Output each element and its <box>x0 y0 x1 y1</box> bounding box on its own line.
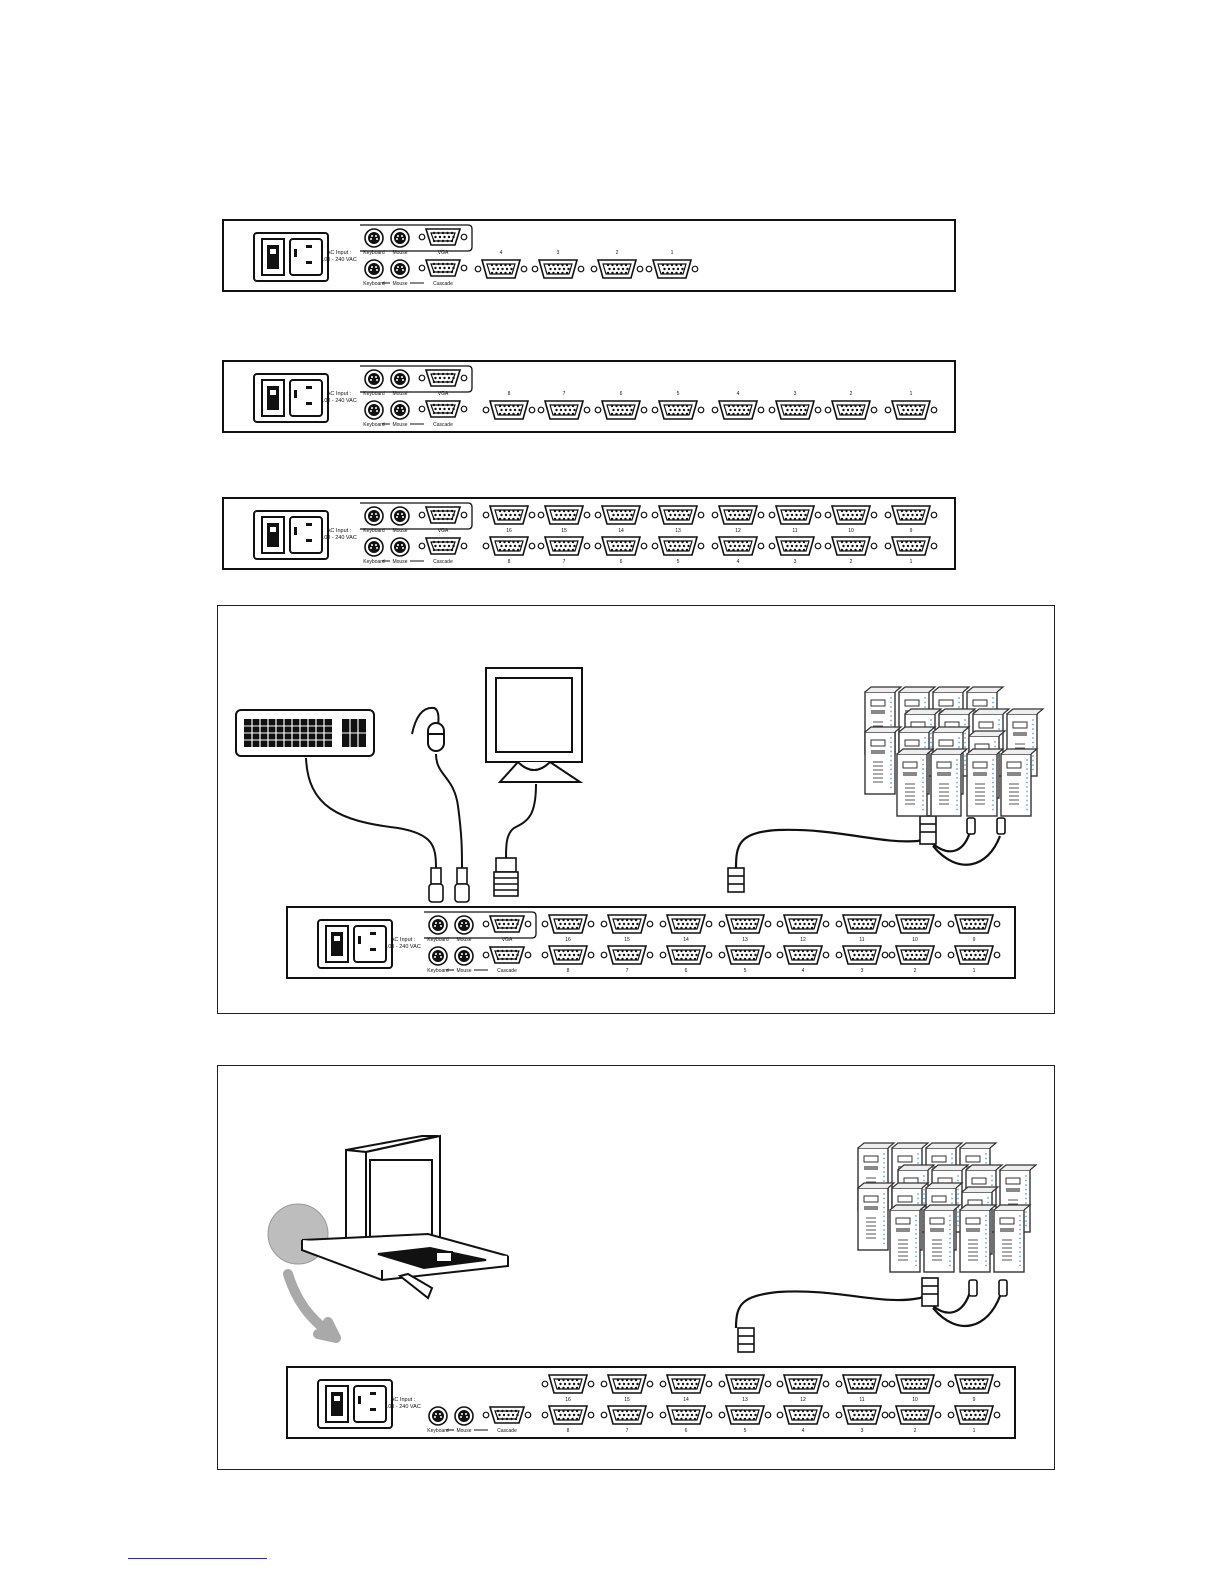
pc-port-label-8: 8 <box>507 559 511 565</box>
pc-port-label-3: 3 <box>860 1428 864 1434</box>
pc-port-label-10: 10 <box>912 937 918 943</box>
pc-port-6 <box>660 1406 712 1424</box>
cascade-keyboard-port <box>429 947 447 965</box>
console-mouse-label: Mouse <box>392 528 408 534</box>
pc-port-13 <box>652 506 704 524</box>
lcd-console-icon <box>302 1136 508 1298</box>
pc-port-label-7: 7 <box>562 559 566 565</box>
pc-port-9 <box>948 1375 1000 1393</box>
pc-port-4 <box>777 946 829 964</box>
pc-port-3 <box>532 260 584 278</box>
pc-port-3 <box>836 946 888 964</box>
ac-input-label: AC Input : <box>390 1397 416 1403</box>
cascade-keyboard-port <box>365 401 383 419</box>
pc-port-8 <box>483 401 535 419</box>
cascade-mouse-port <box>455 947 473 965</box>
console-keyboard-port <box>365 370 383 388</box>
cascade-mouse-port <box>391 260 409 278</box>
cascade-vga-port <box>419 260 467 276</box>
pc-port-label-2: 2 <box>849 391 853 397</box>
console-vga-port <box>419 229 467 245</box>
cascade-keyboard-label: Keyboard <box>363 422 385 428</box>
pc-port-label-3: 3 <box>556 250 560 256</box>
ac-input-label: AC Input : <box>326 391 352 397</box>
console-vga-label: VGA <box>501 937 513 943</box>
pc-port-2 <box>825 537 877 555</box>
pc-port-label-4: 4 <box>801 968 805 974</box>
pc-port-label-15: 15 <box>624 1397 630 1403</box>
pc-port-label-6: 6 <box>619 559 623 565</box>
rear-panel-4-port-drawing <box>224 221 954 290</box>
console-keyboard-port <box>365 507 383 525</box>
pc-port-label-5: 5 <box>743 968 747 974</box>
installation-diagram-console <box>217 605 1055 1014</box>
rear-panel-16-port <box>222 497 956 570</box>
pc-port-label-4: 4 <box>736 559 740 565</box>
pc-port-label-9: 9 <box>909 528 913 534</box>
ac-input-label: AC Input : <box>326 528 352 534</box>
pc-port-11 <box>836 1375 888 1393</box>
pc-port-1 <box>885 537 937 555</box>
servers-icon <box>858 1143 1036 1272</box>
console-vga-port <box>419 507 467 523</box>
footer-rule <box>128 1558 267 1559</box>
power-socket-icon <box>254 374 328 422</box>
pc-port-label-7: 7 <box>625 1428 629 1434</box>
pc-port-16 <box>542 915 594 933</box>
pc-port-label-8: 8 <box>566 1428 570 1434</box>
pc-port-15 <box>601 1375 653 1393</box>
installation-diagram-lcd-console <box>217 1065 1055 1470</box>
cascade-mouse-port <box>391 401 409 419</box>
rear-panel-8-port <box>222 360 956 433</box>
rear-panel-4-port <box>222 219 956 292</box>
ac-input-voltage-label: 100 - 240 VAC <box>385 944 421 950</box>
console-vga-label: VGA <box>437 391 449 397</box>
pc-port-label-11: 11 <box>859 1397 865 1403</box>
pc-port-1 <box>948 1406 1000 1424</box>
pc-port-label-5: 5 <box>743 1428 747 1434</box>
pc-port-label-14: 14 <box>683 1397 689 1403</box>
pc-port-3 <box>769 401 821 419</box>
pc-port-7 <box>601 1406 653 1424</box>
pc-port-label-16: 16 <box>565 937 571 943</box>
pc-port-label-2: 2 <box>615 250 619 256</box>
pc-port-label-1: 1 <box>972 968 976 974</box>
cascade-label: Cascade <box>497 968 517 974</box>
pc-port-label-7: 7 <box>625 968 629 974</box>
cascade-keyboard-port <box>365 260 383 278</box>
pc-port-11 <box>769 506 821 524</box>
pc-port-9 <box>885 506 937 524</box>
pc-port-15 <box>601 915 653 933</box>
pc-port-label-13: 13 <box>742 937 748 943</box>
pc-port-label-12: 12 <box>800 1397 806 1403</box>
pc-port-label-13: 13 <box>675 528 681 534</box>
pc-port-7 <box>538 401 590 419</box>
cascade-mouse-label: Mouse <box>392 422 408 428</box>
pc-port-12 <box>777 915 829 933</box>
console-mouse-port <box>391 370 409 388</box>
cascade-keyboard-label: Keyboard <box>427 968 449 974</box>
rotate-arrow-icon <box>268 1204 336 1338</box>
pc-port-2 <box>889 946 941 964</box>
vga-plug-icon <box>494 858 518 896</box>
cascade-keyboard-label: Keyboard <box>363 559 385 565</box>
cascade-mouse-label: Mouse <box>456 1428 472 1434</box>
pc-port-4 <box>475 260 527 278</box>
pc-port-label-2: 2 <box>913 968 917 974</box>
console-mouse-port <box>391 229 409 247</box>
cascade-vga-port <box>483 1407 531 1423</box>
pc-port-6 <box>595 537 647 555</box>
power-socket-icon <box>318 1380 392 1428</box>
console-keyboard-port <box>429 916 447 934</box>
pc-port-4 <box>712 537 764 555</box>
pc-port-1 <box>885 401 937 419</box>
console-vga-port <box>483 916 531 932</box>
pc-port-12 <box>777 1375 829 1393</box>
pc-port-label-6: 6 <box>684 1428 688 1434</box>
pc-port-label-15: 15 <box>624 937 630 943</box>
ps2-plug-icon <box>429 868 469 902</box>
cascade-mouse-port <box>455 1407 473 1425</box>
monitor-icon <box>486 668 582 782</box>
pc-port-16 <box>483 506 535 524</box>
pc-port-label-6: 6 <box>684 968 688 974</box>
pc-port-14 <box>660 915 712 933</box>
console-keyboard-label: Keyboard <box>427 937 449 943</box>
cascade-mouse-label: Mouse <box>392 281 408 287</box>
pc-port-2 <box>591 260 643 278</box>
console-keyboard-label: Keyboard <box>363 391 385 397</box>
pc-port-label-7: 7 <box>562 391 566 397</box>
rear-panel-8-port-drawing <box>224 362 954 431</box>
pc-port-label-1: 1 <box>972 1428 976 1434</box>
cascade-label: Cascade <box>497 1428 517 1434</box>
pc-port-label-11: 11 <box>792 528 798 534</box>
pc-port-label-15: 15 <box>561 528 567 534</box>
pc-port-label-2: 2 <box>913 1428 917 1434</box>
console-mouse-label: Mouse <box>392 391 408 397</box>
pc-port-4 <box>712 401 764 419</box>
pc-port-label-14: 14 <box>683 937 689 943</box>
pc-port-label-5: 5 <box>676 391 680 397</box>
rear-panel-16-port-lcd-drawing <box>288 1368 1014 1437</box>
rear-panel-16-port-drawing <box>224 499 954 568</box>
power-socket-icon <box>254 511 328 559</box>
pc-port-11 <box>836 915 888 933</box>
cascade-keyboard-port <box>429 1407 447 1425</box>
console-vga-port <box>419 370 467 386</box>
ac-input-label: AC Input : <box>326 250 352 256</box>
pc-port-label-4: 4 <box>736 391 740 397</box>
pc-port-label-10: 10 <box>912 1397 918 1403</box>
mouse-icon <box>412 708 444 751</box>
pc-port-label-1: 1 <box>909 559 913 565</box>
console-keyboard-label: Keyboard <box>363 528 385 534</box>
pc-port-13 <box>719 1375 771 1393</box>
pc-port-label-11: 11 <box>859 937 865 943</box>
pc-port-8 <box>542 946 594 964</box>
cascade-keyboard-label: Keyboard <box>363 281 385 287</box>
rear-panel-16-port-connection <box>286 906 1016 979</box>
cascade-mouse-port <box>391 538 409 556</box>
power-socket-icon <box>318 920 392 968</box>
pc-port-label-10: 10 <box>848 528 854 534</box>
pc-port-5 <box>719 946 771 964</box>
pc-port-6 <box>660 946 712 964</box>
ac-input-voltage-label: 100 - 240 VAC <box>321 257 357 263</box>
pc-port-label-3: 3 <box>860 968 864 974</box>
pc-port-14 <box>660 1375 712 1393</box>
keyboard-icon <box>236 710 374 756</box>
pc-port-label-12: 12 <box>800 937 806 943</box>
pc-port-label-14: 14 <box>618 528 624 534</box>
pc-port-6 <box>595 401 647 419</box>
pc-port-1 <box>646 260 698 278</box>
pc-port-7 <box>538 537 590 555</box>
pc-port-16 <box>542 1375 594 1393</box>
pc-port-12 <box>712 506 764 524</box>
pc-port-label-12: 12 <box>735 528 741 534</box>
pc-port-label-1: 1 <box>909 391 913 397</box>
pc-port-label-9: 9 <box>972 937 976 943</box>
cascade-vga-port <box>483 947 531 963</box>
cascade-keyboard-port <box>365 538 383 556</box>
pc-port-label-2: 2 <box>849 559 853 565</box>
pc-port-10 <box>889 915 941 933</box>
cascade-label: Cascade <box>433 422 453 428</box>
pc-port-7 <box>601 946 653 964</box>
pc-port-5 <box>719 1406 771 1424</box>
console-vga-label: VGA <box>437 250 449 256</box>
pc-port-label-4: 4 <box>499 250 503 256</box>
pc-port-1 <box>948 946 1000 964</box>
pc-port-8 <box>483 537 535 555</box>
cascade-vga-port <box>419 401 467 417</box>
pc-port-2 <box>825 401 877 419</box>
pc-port-label-13: 13 <box>742 1397 748 1403</box>
console-vga-label: VGA <box>437 528 449 534</box>
cascade-mouse-label: Mouse <box>392 559 408 565</box>
rear-panel-16-port-connection-drawing <box>288 908 1014 977</box>
rear-panel-16-port-lcd <box>286 1366 1016 1439</box>
pc-port-5 <box>652 537 704 555</box>
pc-port-5 <box>652 401 704 419</box>
power-socket-icon <box>254 233 328 281</box>
pc-port-label-9: 9 <box>972 1397 976 1403</box>
console-mouse-port <box>455 916 473 934</box>
pc-port-label-5: 5 <box>676 559 680 565</box>
console-keyboard-port <box>365 229 383 247</box>
pc-port-label-16: 16 <box>565 1397 571 1403</box>
pc-port-14 <box>595 506 647 524</box>
pc-port-3 <box>836 1406 888 1424</box>
pc-port-2 <box>889 1406 941 1424</box>
cascade-keyboard-label: Keyboard <box>427 1428 449 1434</box>
console-mouse-label: Mouse <box>392 250 408 256</box>
ac-input-voltage-label: 100 - 240 VAC <box>385 1404 421 1410</box>
pc-port-label-8: 8 <box>507 391 511 397</box>
console-mouse-port <box>391 507 409 525</box>
pc-port-label-8: 8 <box>566 968 570 974</box>
pc-port-label-3: 3 <box>793 391 797 397</box>
ac-input-voltage-label: 100 - 240 VAC <box>321 535 357 541</box>
pc-port-15 <box>538 506 590 524</box>
pc-port-10 <box>825 506 877 524</box>
cascade-vga-port <box>419 538 467 554</box>
pc-port-10 <box>889 1375 941 1393</box>
cascade-label: Cascade <box>433 281 453 287</box>
pc-port-3 <box>769 537 821 555</box>
pc-port-label-6: 6 <box>619 391 623 397</box>
ac-input-label: AC Input : <box>390 937 416 943</box>
pc-port-label-16: 16 <box>506 528 512 534</box>
pc-port-8 <box>542 1406 594 1424</box>
cascade-mouse-label: Mouse <box>456 968 472 974</box>
pc-port-13 <box>719 915 771 933</box>
cascade-label: Cascade <box>433 559 453 565</box>
ac-input-voltage-label: 100 - 240 VAC <box>321 398 357 404</box>
pc-port-9 <box>948 915 1000 933</box>
pc-port-label-3: 3 <box>793 559 797 565</box>
pc-port-label-4: 4 <box>801 1428 805 1434</box>
console-keyboard-label: Keyboard <box>363 250 385 256</box>
servers-icon <box>865 687 1043 816</box>
pc-port-label-1: 1 <box>670 250 674 256</box>
console-mouse-label: Mouse <box>456 937 472 943</box>
pc-port-4 <box>777 1406 829 1424</box>
